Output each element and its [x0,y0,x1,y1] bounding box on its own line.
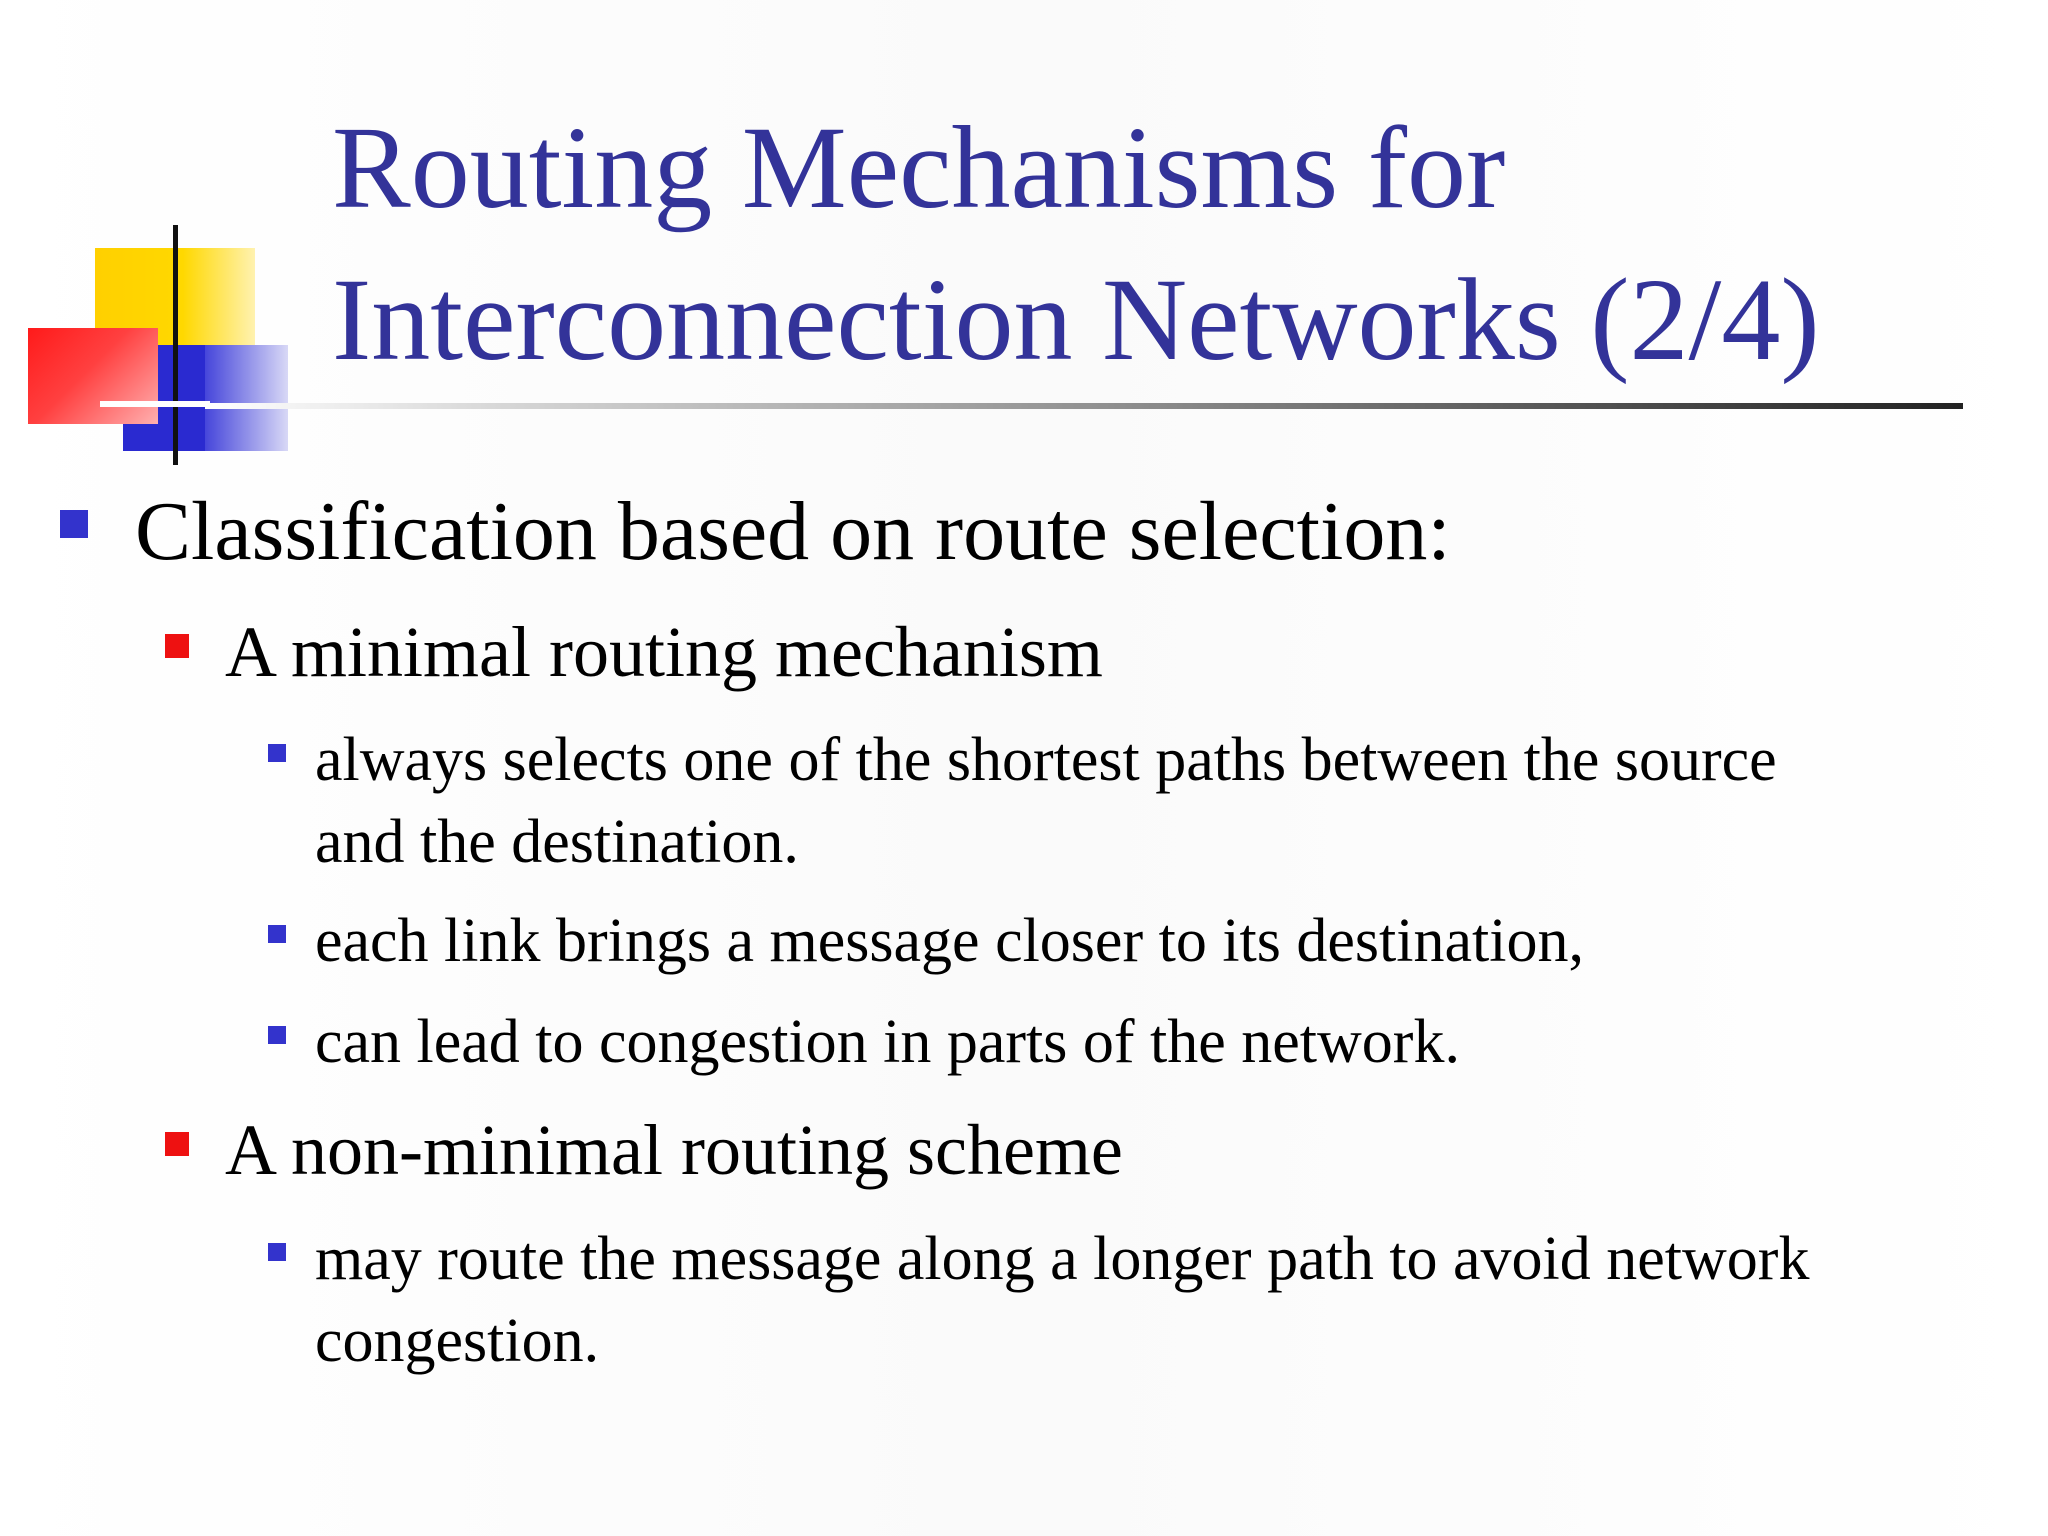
slide-title-line-1: Routing Mechanisms for [332,102,1506,233]
bullet-square-icon [268,1026,286,1044]
red-square-decoration [28,328,158,424]
bullet-longer-path: may route the message along a longer path to avoid network [315,1225,1810,1293]
bullet-nonminimal-routing: A non-minimal routing scheme [225,1110,1123,1190]
slide-title [332,92,2032,396]
bullet-square-icon [165,1132,189,1156]
title-underline [205,403,1963,409]
bullet-congestion: can lead to congestion in parts of the network. [315,1008,1460,1076]
bullet-square-icon [165,634,189,658]
bullet-classification: Classification based on route selection: [135,485,1451,578]
bullet-square-icon [268,1243,286,1261]
vertical-line-decoration [173,225,178,465]
white-line-decoration [100,401,210,407]
bullet-each-link: each link brings a message closer to its destination, [315,907,1584,975]
bullet-square-icon [60,510,88,538]
bullet-shortest-paths-continued: and the destination. [315,808,799,876]
slide-title-line-2: Interconnection Networks (2/4) [332,254,1820,385]
bullet-minimal-routing: A minimal routing mechanism [225,612,1103,692]
bullet-shortest-paths: always selects one of the shortest paths between the source [315,726,1777,794]
bullet-square-icon [268,925,286,943]
bullet-longer-path-continued: congestion. [315,1307,600,1375]
bullet-square-icon [268,744,286,762]
